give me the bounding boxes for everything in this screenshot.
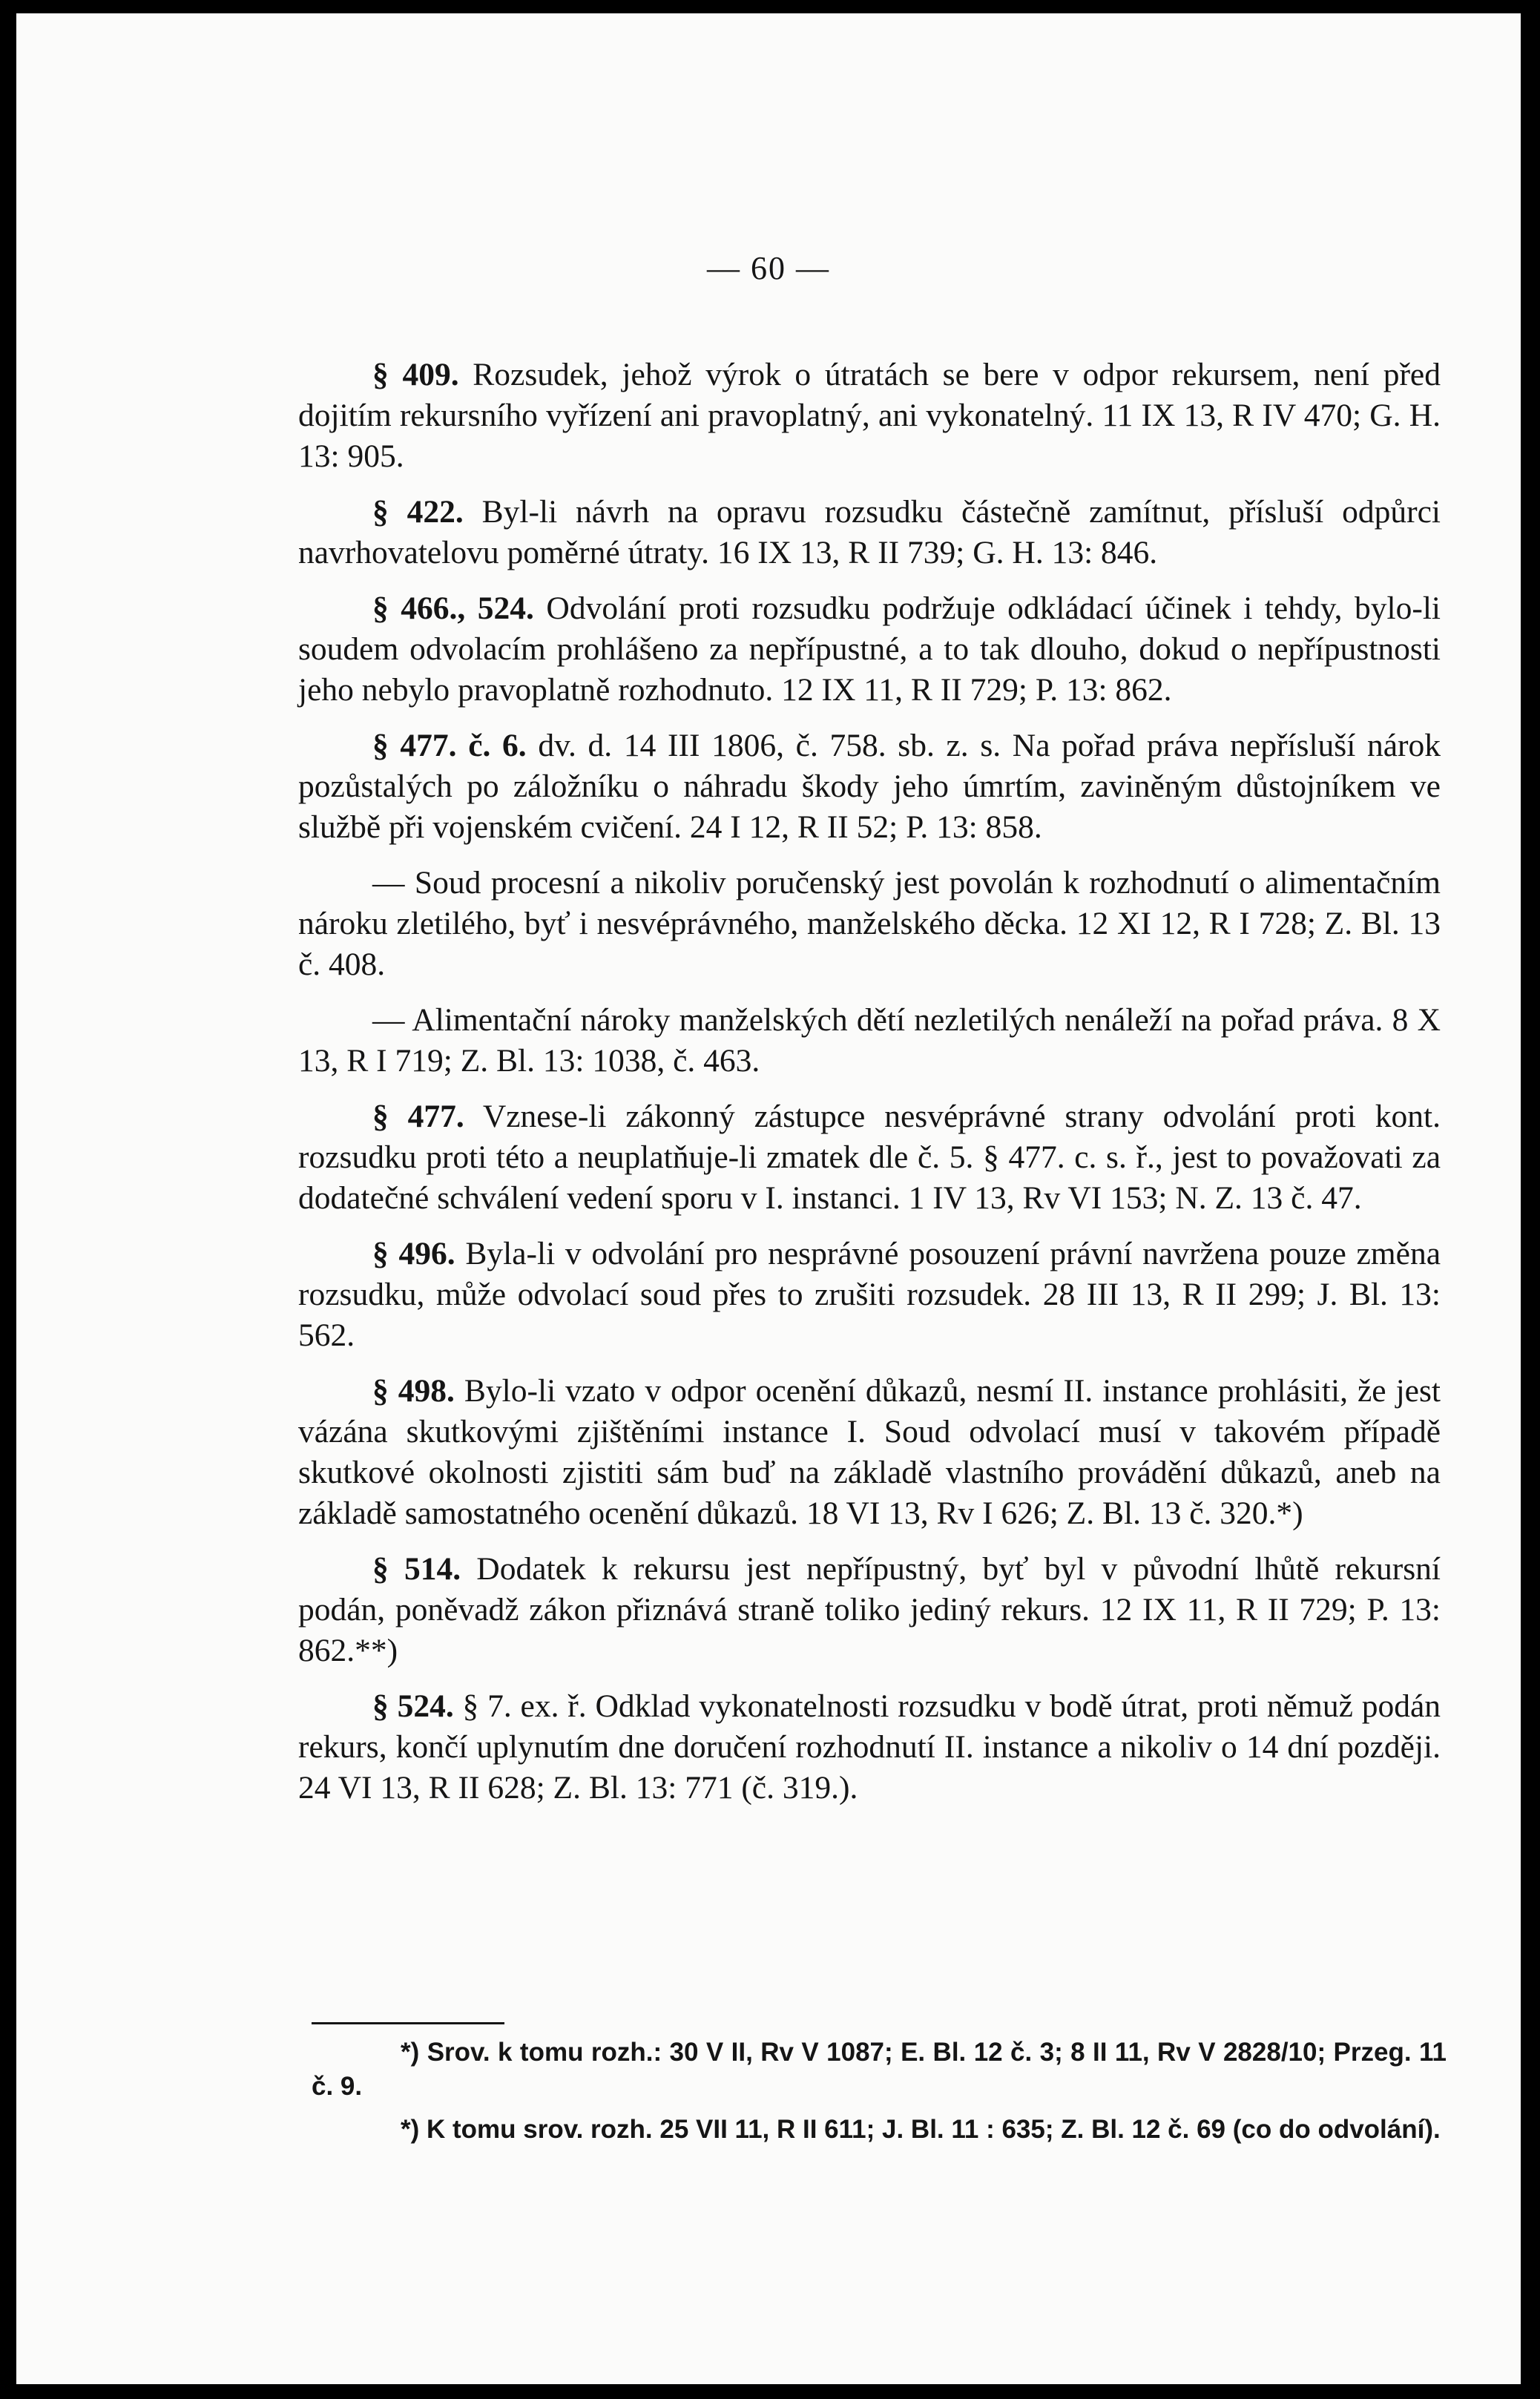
paragraph-498 — [298, 1371, 1441, 1534]
section-ref: § 514. — [372, 1551, 461, 1587]
paragraph-477-c6 — [298, 725, 1441, 848]
section-ref: § 422. — [372, 494, 464, 530]
section-ref: § 496. — [372, 1236, 455, 1271]
footnote-1: *) Srov. k tomu rozh.: 30 V II, Rv V 1087; E. Bl. 12 č. 3; 8 II 11, Rv V 2828/10; Przeg. 11 č. 9. — [312, 2038, 1447, 2101]
paragraph-496 — [298, 1234, 1441, 1356]
paragraph-409 — [298, 355, 1441, 477]
paragraph-text: — Alimentační nároky manželských dětí nezletilých nenáleží na pořad práva. 8 X 13, R I 719; Z. Bl. 13: 1038, č. 463. — [298, 1002, 1441, 1079]
paragraph-text: Rozsudek, jehož výrok o útratách se bere v odpor rekursem, není před dojitím rekursního vyřízení ani pravoplatný, ani vykonatelný. 11 IX 13, R IV 470; G. H. 13: 905. — [298, 357, 1441, 474]
paragraph-text: Byla-li v odvolání pro nesprávné posouzení právní navržena pouze změna rozsudku, může odvolací soud přes to zrušiti rozsudek. 28 III 13, R II 299; J. Bl. 13: 562. — [298, 1236, 1441, 1353]
section-ref: § 477. — [372, 1099, 464, 1134]
paragraph-422 — [298, 492, 1441, 573]
scanned-page — [16, 13, 1521, 2384]
paragraph-477-soud — [298, 863, 1441, 985]
section-ref: § 477. č. 6. — [372, 728, 527, 763]
paragraph-text: dv. d. 14 III 1806, č. 758. sb. z. s. Na pořad práva nepřísluší nárok pozůstalých po záložníku o náhradu škody jeho úmrtím, zaviněným důstojníkem ve službě při vojenském cvičení. 24 I 12, R II 52; P. 13: 858. — [298, 728, 1441, 845]
paragraph-text: Vznese-li zákonný zástupce nesvéprávné strany odvolání proti kont. rozsudku proti této a neuplatňuje-li zmatek dle č. 5. § 477. c. s. ř., jest to považovati za dodatečné schválení vedení sporu v I. instanci. 1 IV 13, Rv VI 153; N. Z. 13 č. 47. — [298, 1099, 1441, 1216]
paragraph-text: — Soud procesní a nikoliv poručenský jest povolán k rozhodnutí o alimentačním nároku zletilého, byť i nesvéprávného, manželského děcka. 12 XI 12, R I 728; Z. Bl. 13 č. 408. — [298, 865, 1441, 982]
paragraph-514 — [298, 1549, 1441, 1671]
page-number: — 60 — — [707, 250, 830, 286]
section-ref: § 498. — [372, 1373, 455, 1409]
footnote-2: *) K tomu srov. rozh. 25 VII 11, R II 611; J. Bl. 11 : 635; Z. Bl. 12 č. 69 (co do odvolání). — [401, 2115, 1441, 2144]
paragraph-text: Byl-li návrh na opravu rozsudku částečně zamítnut, přísluší odpůrci navrhovatelovu poměrné útraty. 16 IX 13, R II 739; G. H. 13: 846. — [298, 494, 1441, 570]
paragraph-477-alimenty — [298, 1000, 1441, 1082]
section-ref: § 466., 524. — [372, 590, 534, 626]
footnote-divider — [312, 2022, 504, 2024]
paragraph-text: Odvolání proti rozsudku podržuje odkládací účinek i tehdy, bylo-li soudem odvolacím prohlášeno za nepřípustné, a to tak dlouho, dokud o nepřípustnosti jeho nebylo pravoplatně rozhodnuto. 12 IX 11, R II 729; P. 13: 862. — [298, 590, 1441, 708]
section-ref: § 409. — [372, 357, 459, 392]
paragraph-477 — [298, 1096, 1441, 1219]
paragraph-524 — [298, 1686, 1441, 1809]
footnotes — [312, 2036, 1447, 2156]
paragraph-466-524 — [298, 588, 1441, 711]
paragraph-text: Dodatek k rekursu jest nepřípustný, byť byl v původní lhůtě rekursní podán, poněvadž zákon přiznává straně toliko jediný rekurs. 12 IX 11, R II 729; P. 13: 862.**) — [298, 1551, 1441, 1668]
paragraph-text: Bylo-li vzato v odpor ocenění důkazů, nesmí II. instance prohlásiti, že jest vázána skutkovými zjištěními instance I. Soud odvolací musí v takovém případě skutkové okolnosti zjistiti sám buď na základě vlastního provádění důkazů, aneb na základě samostatného ocenění důkazů. 18 VI 13, Rv I 626; Z. Bl. 13 č. 320.*) — [298, 1373, 1441, 1531]
section-ref: § 524. — [372, 1688, 454, 1724]
page-body — [298, 355, 1441, 1823]
paragraph-text: § 7. ex. ř. Odklad vykonatelnosti rozsudku v bodě útrat, proti němuž podán rekurs, končí uplynutím dne doručení rozhodnutí II. instance a nikoliv o 14 dní později. 24 VI 13, R II 628; Z. Bl. 13: 771 (č. 319.). — [298, 1688, 1441, 1806]
